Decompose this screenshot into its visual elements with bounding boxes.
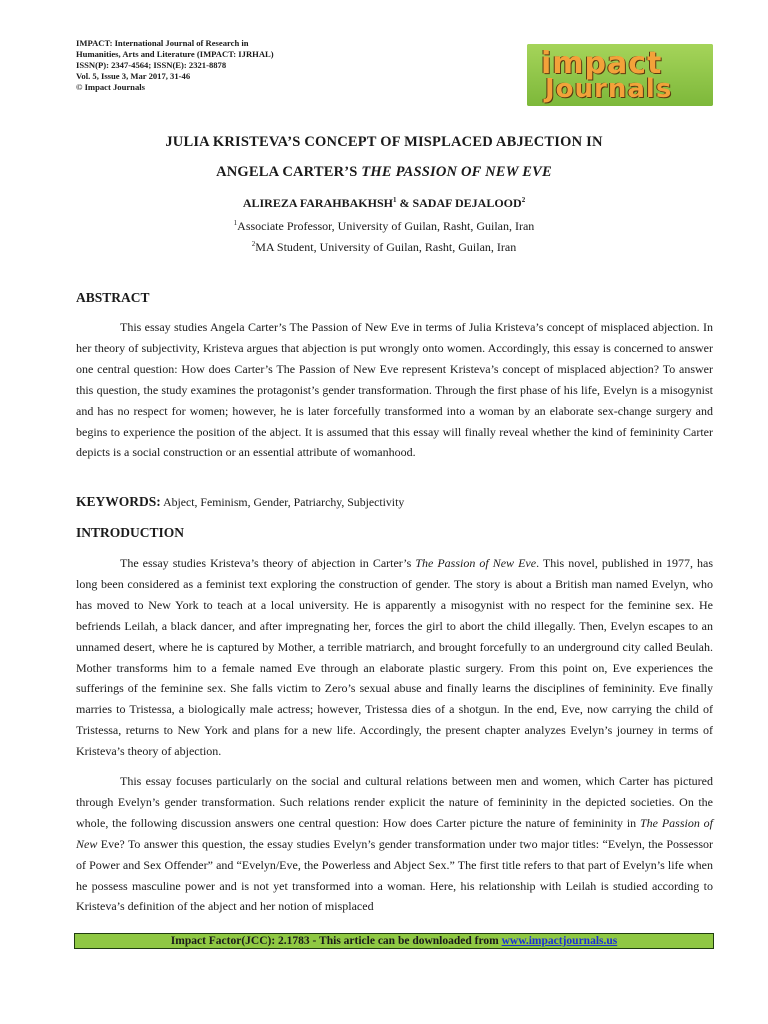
logo-text-journals: Journals (545, 74, 673, 104)
introduction-paragraph-1 (76, 553, 713, 762)
keywords-values: Abject, Feminism, Gender, Patriarchy, Subjectivity (160, 495, 405, 509)
intro-p1-italic: The Passion of New Eve (415, 556, 537, 570)
logo-text-impact: impact (541, 46, 663, 81)
keywords-heading: KEYWORDS: (76, 494, 161, 509)
title-italic: THE PASSION OF NEW EVE (361, 164, 552, 180)
journal-header (76, 38, 406, 93)
impact-journals-logo (527, 44, 713, 106)
intro-p2-italic: The Passion of New (76, 815, 713, 851)
footer-banner (74, 933, 714, 949)
affiliation-2 (0, 240, 768, 255)
journal-header-line: Vol. 5, Issue 3, Mar 2017, 31-46 (76, 71, 191, 81)
introduction-heading: INTRODUCTION (76, 525, 185, 540)
intro-p1-text-a: The essay studies Kristeva’s theory of abjection in Carter’s (120, 556, 416, 570)
paper-title-line-2 (0, 164, 768, 181)
author-separator: & (396, 196, 413, 210)
footer-text: Impact Factor(JCC): 2.1783 - This article can be downloaded from (170, 935, 502, 947)
author-2-sup: 2 (521, 196, 526, 204)
journal-header-line: © Impact Journals (76, 82, 145, 92)
intro-p2-text-b: Eve? To answer this question, the essay studies Evelyn’s gender transformation under two major titles: “Evelyn, the Possessor of Power and Sex Offender” and “Evelyn/Eve, the Powerless and Abject Sex.” The first title refers to that part of Evelyn’s life when he possess masculine power and is not yet transformed into a woman. Here, his relationship with Leilah is studied according to Kristeva’s definition of the abject and her notion of misplaced (76, 836, 713, 914)
footer-link[interactable]: www.impactjournals.us (501, 935, 618, 947)
affiliation-text: Associate Professor, University of Guilan, Rasht, Guilan, Iran (237, 219, 535, 233)
author-2: SADAF DEJALOOD (412, 196, 522, 210)
paper-authors (0, 196, 768, 211)
intro-p1-text-b: . This novel, published in 1977, has long been considered as a feminist text exploring the construction of gender. The story is about a British man named Evelyn, who has moved to New York to teach at a local university. He is apparently a misogynist with no respect for the feminine sex. He befriends Leilah, a black dancer, and after impregnating her, forces the girl to abort the child illegally. Then, Evelyn escapes to an unnamed desert, where he is captured by Mother, a terrible matriarch, and brought forcefully to an underground city called Beulah. Mother transforms him to a female named Eve through an elaborate plastic surgery. From this point on, Eve experiences the sufferings of the feminine sex. She falls victim to Zero’s sexual abuse and finally learns the disciplines of femininity. Eve finally marries to Tristessa, a biologically male actress; however, Tristessa dies of a shotgun. In the end, Eve, now carrying the child of Tristessa, returns to New York and plans for a new life. Accordingly, the present chapter analyzes Evelyn’s journey in terms of Kristeva’s theory of abjection. (76, 556, 713, 759)
keywords-line (76, 494, 404, 510)
author-1-sup: 1 (392, 196, 397, 204)
abstract-text: This essay studies Angela Carter’s The Passion of New Eve in terms of Julia Kristeva’s concept of misplaced abjection. In her theory of subjectivity, Kristeva argues that abjection is put wrongly onto women. Accordingly, this essay is concerned to answer one central question: How does Carter’s The Passion of New Eve represent Kristeva’s concept of misplaced abjection? To answer this question, the study examines the protagonist’s gender transformation. Through the first phase of his life, Evelyn is a misogynist and has no respect for women; however, he is later forcefully transformed into a woman by an elaborate sex-change surgery and begins to experience the position of the abject. It is assumed that this essay will finally reveal whether the kind of femininity Carter depicts is a social construction or an essential attribute of womanhood. (76, 320, 713, 460)
affiliation-sup: 1 (233, 219, 238, 227)
abstract-heading: ABSTRACT (76, 290, 150, 305)
introduction-paragraph-2 (76, 771, 713, 917)
intro-p2-text-a: This essay focuses particularly on the social and cultural relations between men and women, which Carter has pictured through Evelyn’s gender transformation. Such relations render explicit the nature of femininity in the depicted societies. On the whole, the following discussion answers one central question: How does Carter picture the nature of femininity in (76, 774, 713, 830)
affiliation-1 (0, 219, 768, 234)
title-prefix: ANGELA CARTER’S (216, 164, 362, 180)
journal-header-line: IMPACT: International Journal of Research in (76, 38, 249, 48)
affiliation-sup: 2 (251, 240, 256, 248)
paper-title-line-1: JULIA KRISTEVA’S CONCEPT OF MISPLACED ABJECTION IN (165, 134, 603, 150)
journal-header-line: ISSN(P): 2347-4564; ISSN(E): 2321-8878 (76, 60, 227, 70)
author-1: ALIREZA FARAHBAKHSH (242, 196, 393, 210)
affiliation-text: MA Student, University of Guilan, Rasht, Guilan, Iran (255, 240, 517, 254)
journal-header-line: Humanities, Arts and Literature (IMPACT: IJRHAL) (76, 49, 274, 59)
